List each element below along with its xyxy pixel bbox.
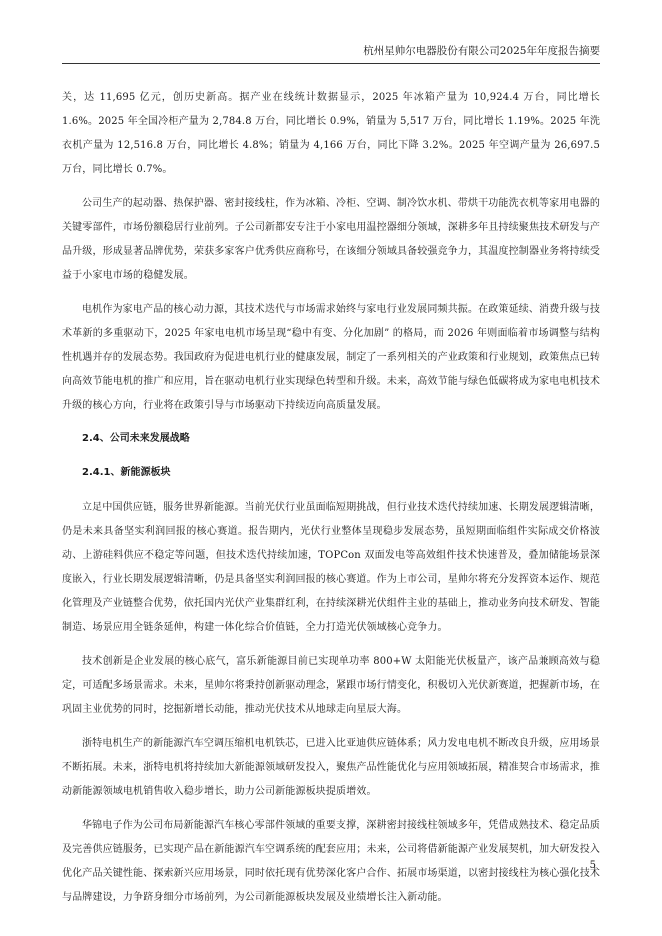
paragraph-zhete-motor: 浙特电机生产的新能源汽车空调压缩机电机铁芯，已进入比亚迪供应链体系；风力发电电机不断改良升级，应用场景不断拓展。未来，浙特电机将持续加大新能源领域研发投入，聚焦产品性能优化与应用领域拓展，精准契合市场需求，推动新能源领域电机销售收入稳步增长，助力公司新能源板块提质增效。 <box>62 738 600 797</box>
paragraph-appliance-output: 关，达 11,695 亿元，创历史新高。据产业在线统计数据显示，2025 年冰箱产量为 10,924.4 万台，同比增长 1.6%。2025 年全国冷柜产量为 2,784.8 万台，同比增长 0.9%，销量为 5,517 万台，同比增长 1.19%。2025 年洗衣机产量为 12,516.8 万台，同比增长 4.8%；销量为 4,166 万台，同比下降 3.2%。2025 年空调产量为 26,697.5 万台，同比增长 0.7%。 <box>62 92 600 175</box>
page-number: 5 <box>589 860 596 871</box>
paragraph-huajin-electronics: 华锦电子作为公司布局新能源汽车核心零部件领域的重要支撑，深耕密封接线柱领域多年，凭借成熟技术、稳定品质及完善供应链服务，已实现产品在新能源汽车空调系统的配套应用；未来，公司将借新能源产业发展契机，加大研发投入优化产品关键性能、探索新兴应用场景，同时依托现有优势深化客户合作、拓展市场渠道，以密封接线柱为核心强化技术与品牌建设，力争跻身细分市场前列，为公司新能源板块发展及业绩增长注入新动能。 <box>62 820 600 903</box>
header-title: 杭州星帅尔电器股份有限公司2025年年度报告摘要 <box>363 45 600 57</box>
subsection-heading-new-energy: 2.4.1、新能源板块 <box>82 467 171 478</box>
document-body <box>62 86 600 920</box>
paragraph-components: 公司生产的起动器、热保护器、密封接线柱，作为冰箱、冷柜、空调、制冷饮水机、带烘干功能洗衣机等家用电器的关键零部件，市场份额稳居行业前列。子公司新都安专注于小家电用温控器细分领域，深耕多年且持续聚焦技术研发与产品升级，形成显著品牌优势，荣获多家客户优秀供应商称号，在该细分领域具备较强竞争力，其温度控制器业务将持续受益于小家电市场的稳健发展。 <box>62 198 600 281</box>
section-heading-strategy: 2.4、公司未来发展战略 <box>82 433 190 444</box>
paragraph-motors: 电机作为家电产品的核心动力源，其技术迭代与市场需求始终与家电行业发展同频共振。在政策延续、消费升级与技术革新的多重驱动下，2025 年家电电机市场呈现“稳中有变、分化加剧” 的格局，而 2026 年则面临着市场调整与结构性机遇并存的发展态势。我国政府为促进电机行业的健康发展，制定了一系列相关的产业政策和行业规划，政策焦点已转向高效节能电机的推广和应用，旨在驱动电机行业实现绿色转型和升级。未来，高效节能与绿色低碳将成为家电电机技术升级的核心方向，行业将在政策引导与市场驱动下持续迈向高质量发展。 <box>62 304 600 411</box>
report-header <box>62 44 600 64</box>
paragraph-photovoltaic: 立足中国供应链，服务世界新能源。当前光伏行业虽面临短期挑战，但行业技术迭代持续加速、长期发展逻辑清晰，仍是未来具备坚实利润回报的核心赛道。报告期内，光伏行业整体呈现稳步发展态势，虽短期面临组件实际成交价格波动、上游硅料供应不稳定等问题，但技术迭代持续加速，TOPCon 双面发电等高效组件技术快速普及，叠加储能场景深度嵌入，行业长期发展逻辑清晰，仍是具备坚实利润回报的核心赛道。作为上市公司，星帅尔将充分发挥资本运作、规范化管理及产业链整合优势，依托国内光伏产业集群红利，在持续深耕光伏组件主业的基础上，推动业务向技术研发、智能制造、场景应用全链条延伸，构建一体化综合价值链，全力打造光伏领域核心竞争力。 <box>62 502 600 633</box>
paragraph-innovation: 技术创新是企业发展的核心底气，富乐新能源目前已实现单功率 800+W 太阳能光伏板量产，该产品兼顾高效与稳定，可适配多场景需求。未来，星帅尔将秉持创新驱动理念，紧跟市场行情变化，积极切入光伏新赛道，把握新市场，在巩固主业优势的同时，挖掘新增长动能，推动光伏技术从地球走向星辰大海。 <box>62 656 600 715</box>
